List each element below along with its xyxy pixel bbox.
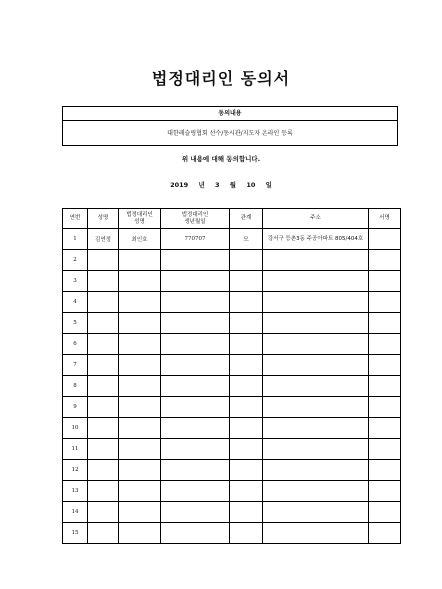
cell-signature [369, 334, 401, 355]
document-title: 법정대리인 동의서 [151, 69, 291, 88]
row-number: 3 [63, 271, 88, 292]
table-header-row [63, 209, 401, 229]
cell-signature [369, 418, 401, 439]
cell-signature [369, 439, 401, 460]
cell-name [88, 439, 119, 460]
cell-address [263, 313, 369, 334]
table-row [63, 523, 401, 544]
table-row [63, 376, 401, 397]
cell-signature [369, 460, 401, 481]
cell-guardian-birth [161, 397, 230, 418]
header-address: 주소 [263, 209, 369, 229]
cell-signature [369, 292, 401, 313]
cell-guardian-name [119, 355, 161, 376]
cell-signature [369, 355, 401, 376]
cell-signature [369, 502, 401, 523]
cell-signature [369, 376, 401, 397]
cell-guardian-birth [161, 460, 230, 481]
header-guardian-birth: 법정대리인 생년월일 [161, 209, 230, 229]
table-row [63, 271, 401, 292]
cell-guardian-name [119, 502, 161, 523]
table-row [63, 439, 401, 460]
cell-address [263, 334, 369, 355]
header-signature: 서명 [369, 209, 401, 229]
cell-address [263, 481, 369, 502]
cell-guardian-name [119, 523, 161, 544]
table-row [63, 460, 401, 481]
cell-guardian-birth [161, 376, 230, 397]
consent-box [62, 106, 398, 146]
cell-relation [230, 481, 263, 502]
table-row [63, 229, 401, 250]
cell-name: 김연정 [88, 229, 119, 250]
cell-name [88, 313, 119, 334]
cell-guardian-name [119, 481, 161, 502]
guardian-table [62, 208, 401, 544]
cell-guardian-birth [161, 418, 230, 439]
cell-signature [369, 250, 401, 271]
cell-guardian-birth [161, 502, 230, 523]
cell-signature [369, 229, 401, 250]
cell-guardian-name [119, 292, 161, 313]
table-row [63, 355, 401, 376]
row-number: 14 [63, 502, 88, 523]
cell-address [263, 439, 369, 460]
signing-date: 2019 년 3 월 10 일 [170, 181, 272, 189]
agreement-statement: 위 내용에 대해 동의합니다. [181, 155, 261, 163]
cell-relation [230, 418, 263, 439]
cell-guardian-name [119, 334, 161, 355]
cell-guardian-name [119, 250, 161, 271]
cell-guardian-birth: 770707 [161, 229, 230, 250]
row-number: 11 [63, 439, 88, 460]
cell-signature [369, 271, 401, 292]
cell-signature [369, 481, 401, 502]
table-row [63, 502, 401, 523]
table-row [63, 418, 401, 439]
cell-address [263, 397, 369, 418]
row-number: 15 [63, 523, 88, 544]
cell-address [263, 460, 369, 481]
table-row [63, 481, 401, 502]
row-number: 5 [63, 313, 88, 334]
cell-guardian-name [119, 397, 161, 418]
cell-name [88, 502, 119, 523]
cell-address [263, 271, 369, 292]
header-name: 성명 [88, 209, 119, 229]
row-number: 2 [63, 250, 88, 271]
cell-relation [230, 502, 263, 523]
cell-address: 강서구 등촌3동 주공아파트 805/404호 [263, 229, 369, 250]
row-number: 6 [63, 334, 88, 355]
cell-address [263, 376, 369, 397]
table-row [63, 397, 401, 418]
cell-guardian-name [119, 418, 161, 439]
cell-guardian-birth [161, 523, 230, 544]
cell-relation [230, 397, 263, 418]
cell-relation [230, 271, 263, 292]
header-guardian-name: 법정대리인 성명 [119, 209, 161, 229]
table-row [63, 334, 401, 355]
row-number: 1 [63, 229, 88, 250]
cell-relation [230, 523, 263, 544]
row-number: 10 [63, 418, 88, 439]
row-number: 8 [63, 376, 88, 397]
consent-header: 동의내용 [63, 107, 397, 121]
row-number: 12 [63, 460, 88, 481]
cell-guardian-birth [161, 481, 230, 502]
cell-relation: 모 [230, 229, 263, 250]
cell-name [88, 355, 119, 376]
table-row [63, 250, 401, 271]
cell-relation [230, 376, 263, 397]
cell-name [88, 292, 119, 313]
cell-relation [230, 439, 263, 460]
table-row [63, 313, 401, 334]
cell-name [88, 460, 119, 481]
cell-signature [369, 397, 401, 418]
cell-guardian-name: 최인호 [119, 229, 161, 250]
cell-name [88, 523, 119, 544]
cell-relation [230, 313, 263, 334]
cell-guardian-birth [161, 313, 230, 334]
cell-signature [369, 523, 401, 544]
cell-name [88, 334, 119, 355]
cell-guardian-name [119, 313, 161, 334]
cell-signature [369, 313, 401, 334]
cell-relation [230, 292, 263, 313]
cell-guardian-birth [161, 250, 230, 271]
row-number: 4 [63, 292, 88, 313]
header-relation: 관계 [230, 209, 263, 229]
cell-relation [230, 460, 263, 481]
table-row [63, 292, 401, 313]
cell-guardian-birth [161, 439, 230, 460]
row-number: 7 [63, 355, 88, 376]
cell-name [88, 271, 119, 292]
cell-guardian-name [119, 439, 161, 460]
consent-body: 대한레슬링협회 선수/동시관/지도자 온라인 등록 [167, 130, 293, 137]
cell-address [263, 355, 369, 376]
cell-name [88, 397, 119, 418]
cell-address [263, 418, 369, 439]
cell-guardian-birth [161, 355, 230, 376]
cell-address [263, 292, 369, 313]
cell-guardian-birth [161, 271, 230, 292]
cell-name [88, 418, 119, 439]
cell-guardian-birth [161, 334, 230, 355]
cell-name [88, 250, 119, 271]
cell-guardian-name [119, 460, 161, 481]
cell-address [263, 502, 369, 523]
cell-relation [230, 334, 263, 355]
cell-relation [230, 355, 263, 376]
header-no: 연번 [63, 209, 88, 229]
cell-address [263, 523, 369, 544]
cell-relation [230, 250, 263, 271]
cell-guardian-name [119, 376, 161, 397]
cell-address [263, 250, 369, 271]
cell-guardian-birth [161, 292, 230, 313]
cell-name [88, 376, 119, 397]
row-number: 13 [63, 481, 88, 502]
cell-name [88, 481, 119, 502]
row-number: 9 [63, 397, 88, 418]
cell-guardian-name [119, 271, 161, 292]
